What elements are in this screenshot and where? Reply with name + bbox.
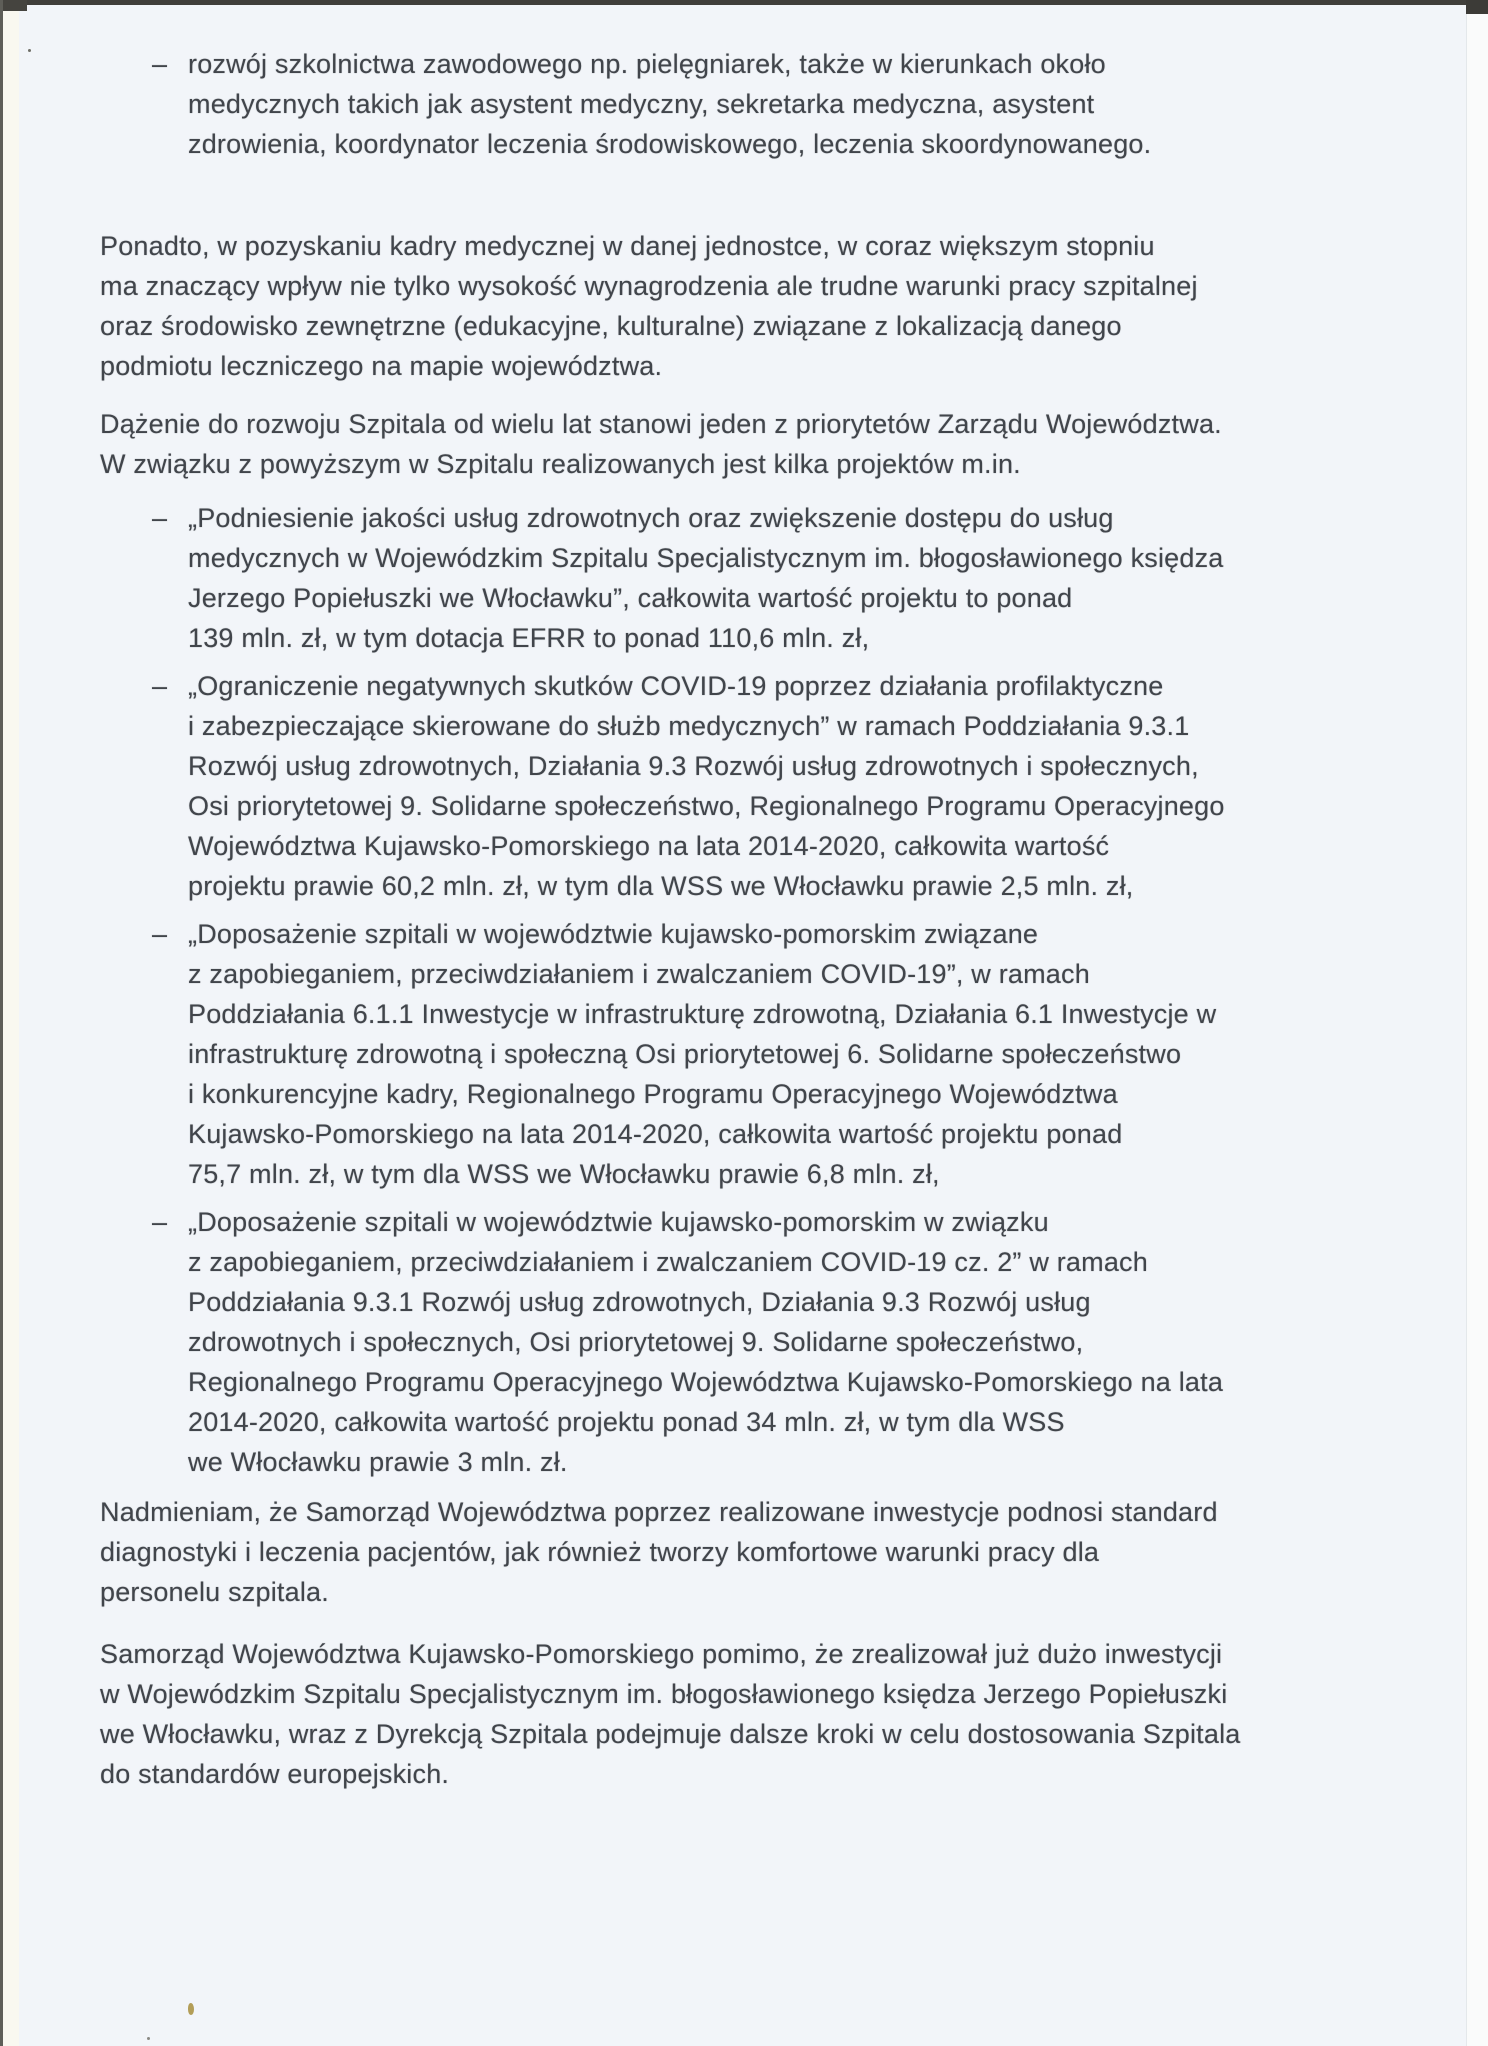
text-line: 75,7 mln. zł, w tym dla WSS we Włocławku prawie 6,8 mln. zł, <box>188 1159 940 1189</box>
text-line: Ponadto, w pozyskaniu kadry medycznej w danej jednostce, w coraz większym stopniu <box>100 231 1155 261</box>
text-line: personelu szpitala. <box>100 1577 329 1607</box>
paragraph <box>100 1634 1290 1794</box>
text-line: medycznych takich jak asystent medyczny, sekretarka medyczna, asystent <box>188 89 1095 119</box>
text-line: Osi priorytetowej 9. Solidarne społeczeństwo, Regionalnego Programu Operacyjnego <box>188 791 1225 821</box>
bullet-text <box>188 1202 1223 1482</box>
paragraph <box>100 1492 1290 1612</box>
scan-right-paper-strip <box>1466 14 1488 2046</box>
bullet-dash-marker: – <box>152 49 168 79</box>
scan-edge-left <box>0 0 3 2046</box>
paragraph <box>100 226 1290 386</box>
bullet-item <box>100 914 1290 1194</box>
text-line: Regionalnego Programu Operacyjnego Województwa Kujawsko-Pomorskiego na lata <box>188 1367 1224 1397</box>
paper-dot <box>28 49 31 52</box>
text-line: Województwa Kujawsko-Pomorskiego na lata 2014-2020, całkowita wartość <box>188 831 1110 861</box>
text-line: podmiotu leczniczego na mapie województwa. <box>100 351 663 381</box>
text-line: ma znaczący wpływ nie tylko wysokość wynagrodzenia ale trudne warunki pracy szpitalnej <box>100 271 1198 301</box>
text-line: Rozwój usług zdrowotnych, Działania 9.3 Rozwój usług zdrowotnych i społecznych, <box>188 751 1199 781</box>
text-line: zdrowienia, koordynator leczenia środowiskowego, leczenia skoordynowanego. <box>188 129 1152 159</box>
text-line: z zapobieganiem, przeciwdziałaniem i zwalczaniem COVID-19”, w ramach <box>188 959 1090 989</box>
text-line: infrastrukturę zdrowotną i społeczną Osi priorytetowej 6. Solidarne społeczeństwo <box>188 1039 1182 1069</box>
text-line: we Włocławku, wraz z Dyrekcją Szpitala podejmuje dalsze kroki w celu dostosowania Szpitala <box>100 1719 1241 1749</box>
bullet-dash-marker: – <box>152 503 168 533</box>
paragraph <box>100 404 1290 484</box>
text-line: „Doposażenie szpitali w województwie kujawsko-pomorskim związane <box>188 919 1039 949</box>
text-line: we Włocławku prawie 3 mln. zł. <box>188 1447 568 1477</box>
text-line: i konkurencyjne kadry, Regionalnego Programu Operacyjnego Województwa <box>188 1079 1118 1109</box>
scan-left-paper-strip <box>3 11 19 2046</box>
scan-corner-top-left <box>0 0 27 11</box>
text-line: „Podniesienie jakości usług zdrowotnych oraz zwiększenie dostępu do usług <box>188 503 1114 533</box>
text-line: medycznych w Wojewódzkim Szpitalu Specjalistycznym im. błogosławionego księdza <box>188 543 1224 573</box>
text-line: Jerzego Popiełuszki we Włocławku”, całkowita wartość projektu to ponad <box>188 583 1073 613</box>
text-line: 139 mln. zł, w tym dotacja EFRR to ponad 110,6 mln. zł, <box>188 623 870 653</box>
text-line: Kujawsko-Pomorskiego na lata 2014-2020, całkowita wartość projektu ponad <box>188 1119 1123 1149</box>
paper-dot <box>147 2037 150 2040</box>
bullet-text <box>188 498 1224 658</box>
bullet-item <box>100 1202 1290 1482</box>
text-line: Nadmieniam, że Samorząd Województwa poprzez realizowane inwestycje podnosi standard <box>100 1497 1218 1527</box>
bullet-dash-marker: – <box>152 671 168 701</box>
text-line: diagnostyki i leczenia pacjentów, jak również tworzy komfortowe warunki pracy dla <box>100 1537 1100 1567</box>
bullet-text <box>188 44 1151 164</box>
text-line: Poddziałania 6.1.1 Inwestycje w infrastrukturę zdrowotną, Działania 6.1 Inwestycje w <box>188 999 1217 1029</box>
text-line: Poddziałania 9.3.1 Rozwój usług zdrowotnych, Działania 9.3 Rozwój usług <box>188 1287 1091 1317</box>
bullet-item <box>100 498 1290 658</box>
text-line: Samorząd Województwa Kujawsko-Pomorskiego pomimo, że zrealizował już dużo inwestycji <box>100 1639 1223 1669</box>
text-line: „Ograniczenie negatywnych skutków COVID-19 poprzez działania profilaktyczne <box>188 671 1164 701</box>
bullet-item <box>100 666 1290 906</box>
paper-speck <box>188 2003 194 2015</box>
text-line: zdrowotnych i społecznych, Osi priorytetowej 9. Solidarne społeczeństwo, <box>188 1327 1084 1357</box>
scan-edge-top <box>0 0 1488 5</box>
document-content <box>100 44 1290 1794</box>
text-line: do standardów europejskich. <box>100 1759 450 1789</box>
text-line: W związku z powyższym w Szpitalu realizowanych jest kilka projektów m.in. <box>100 449 1021 479</box>
scan-corner-top-right <box>1466 0 1488 14</box>
text-line: „Doposażenie szpitali w województwie kujawsko-pomorskim w związku <box>188 1207 1049 1237</box>
text-line: Dążenie do rozwoju Szpitala od wielu lat stanowi jeden z priorytetów Zarządu Województwa. <box>100 409 1222 439</box>
text-line: rozwój szkolnictwa zawodowego np. pielęgniarek, także w kierunkach około <box>188 49 1106 79</box>
text-line: 2014-2020, całkowita wartość projektu ponad 34 mln. zł, w tym dla WSS <box>188 1407 1065 1437</box>
text-line: w Wojewódzkim Szpitalu Specjalistycznym im. błogosławionego księdza Jerzego Popiełuszki <box>100 1679 1228 1709</box>
bullet-text <box>188 914 1216 1194</box>
text-line: i zabezpieczające skierowane do służb medycznych” w ramach Poddziałania 9.3.1 <box>188 711 1190 741</box>
text-line: oraz środowisko zewnętrzne (edukacyjne, kulturalne) związane z lokalizacją danego <box>100 311 1122 341</box>
bullet-text <box>188 666 1225 906</box>
bullet-dash-marker: – <box>152 919 168 949</box>
text-line: z zapobieganiem, przeciwdziałaniem i zwalczaniem COVID-19 cz. 2” w ramach <box>188 1247 1148 1277</box>
bullet-item <box>100 44 1290 164</box>
bullet-dash-marker: – <box>152 1207 168 1237</box>
text-line: projektu prawie 60,2 mln. zł, w tym dla WSS we Włocławku prawie 2,5 mln. zł, <box>188 871 1134 901</box>
